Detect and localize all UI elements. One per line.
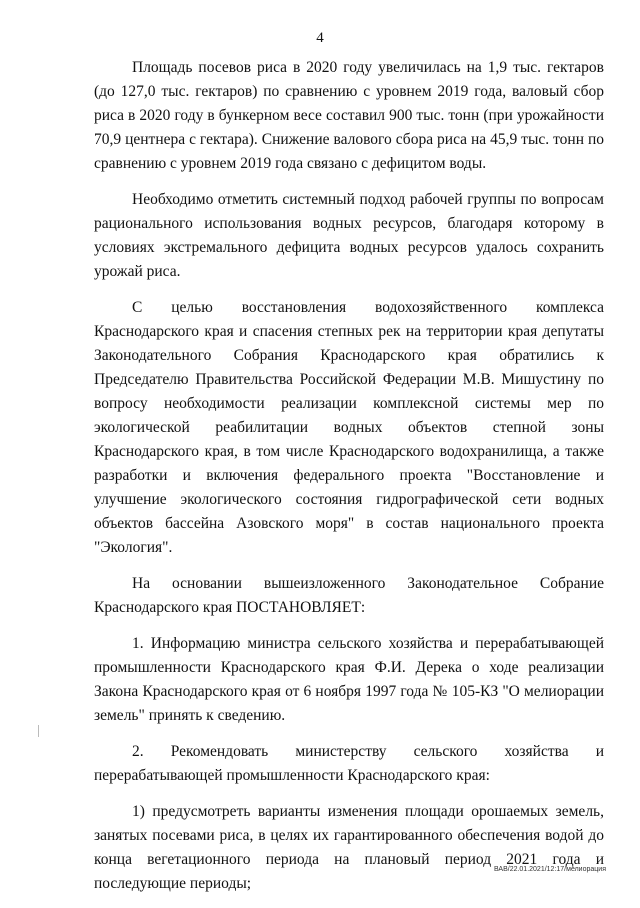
paragraph-working-group: Необходимо отметить системный подход рабочей группы по вопросам рационального использования водных ресурсов, благодаря которому в условиях экстремального дефицита водных ресурсов удалось сохранить урожай риса. <box>94 191 604 280</box>
resolution-item-1: 1. Информацию министра сельского хозяйства и перерабатывающей промышленности Краснодарского края Ф.И. Дерека о ходе реализации Закона Краснодарского края от 6 ноября 1997 года № 105-КЗ "О мелиорации земель" принять к сведению. <box>94 635 604 724</box>
page-number: 4 <box>316 30 324 46</box>
paragraph-resolution-intro: На основании вышеизложенного Законодательное Собрание Краснодарского края ПОСТАНОВЛЯЕТ: <box>94 575 604 616</box>
paragraph-rice-area: Площадь посевов риса в 2020 году увеличилась на 1,9 тыс. гектаров (до 127,0 тыс. гектаров) по сравнению с уровнем 2019 года, валовый сбор риса в 2020 году в бункерном весе составил 900 тыс. тонн (при урожайности 70,9 центнера с гектара). Снижение валового сбора риса на 45,9 тыс. тонн по сравнению с уровнем 2019 года связано с дефицитом воды. <box>94 59 604 172</box>
paragraph-restoration-appeal: С целью восстановления водохозяйственного комплекса Краснодарского края и спасения степных рек на территории края депутаты Законодательного Собрания Краснодарского края обратились к Председателю Правительства Российской Федерации М.В. Мишустину по вопросу необходимости реализации комплексной системы мер по экологической реабилитации водных объектов степной зоны Краснодарского края, в том числе Краснодарского водохранилища, а также разработки и включения федерального проекта "Восстановление и улучшение экологического состояния гидрографической сети водных объектов бассейна Азовского моря" в состав национального проекта "Экология". <box>94 299 604 556</box>
document-body <box>94 56 604 908</box>
footer-stamp: ВАВ/22.01.2021/12:17/мелиорация <box>493 866 606 873</box>
resolution-item-2: 2. Рекомендовать министерству сельского хозяйства и перерабатывающей промышленности Краснодарского края: <box>94 743 604 784</box>
scan-margin-mark <box>38 725 39 737</box>
resolution-subitem-2-1: 1) предусмотреть варианты изменения площади орошаемых земель, занятых посевами риса, в целях их гарантированного обеспечения водой до конца вегетационного периода на плановый период 2021 года и последующие периоды; <box>94 803 604 892</box>
